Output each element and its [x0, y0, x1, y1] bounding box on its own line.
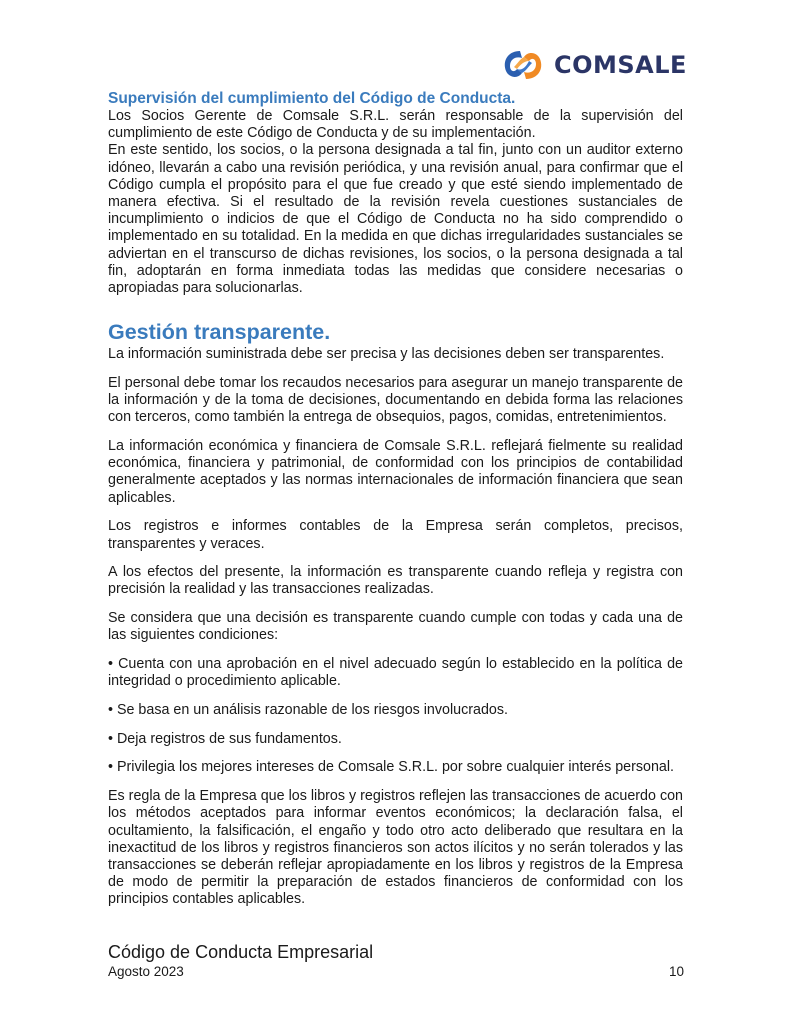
comsale-logo-icon [500, 45, 546, 85]
section-gestion [108, 320, 683, 908]
page-number: 10 [668, 964, 684, 979]
bullet-item: • Se basa en un análisis razonable de los riesgos involucrados. [108, 701, 508, 718]
company-logo [500, 40, 700, 90]
document-body [108, 90, 683, 920]
paragraph: A los efectos del presente, la información es transparente cuando refleja y registra con precisión la realidad y las transacciones realizadas. [108, 564, 683, 598]
footer-title: Código de Conducta Empresarial [108, 942, 374, 962]
bullet-item: • Privilegia los mejores intereses de Comsale S.R.L. por sobre cualquier interés personal. [108, 759, 675, 776]
paragraph: Es regla de la Empresa que los libros y registros reflejen las transacciones de acuerdo con los métodos aceptados para informar eventos económicos; la declaración falsa, el ocultamiento, la falsificación, el engaño y todo otro acto deliberado que resultara en la inexactitud de los libros y registros financieros son actos ilícitos y no serán tolerados y las transacciones se deberán reflejar apropiadamente en los libros y registros de la Empresa de modo de permitir la preparación de estados financieros de conformidad con los principios contables aplicables. [108, 788, 683, 908]
logo-text: COMSALE [554, 51, 687, 79]
section-supervision [108, 90, 683, 297]
footer-date: Agosto 2023 [108, 964, 184, 979]
section-heading: Gestión transparente. [108, 320, 331, 345]
paragraph: El personal debe tomar los recaudos necesarios para asegurar un manejo transparente de la información y de la toma de decisiones, documentando en debida forma las relaciones con terceros, como también la entrega de obsequios, pagos, comidas, entretenimientos. [108, 374, 683, 426]
paragraph: En este sentido, los socios, o la persona designada a tal fin, junto con un auditor externo idóneo, llevarán a cabo una revisión periódica, y una revisión anual, para confirmar que el Código cumpla el propósito para el que fue creado y que esté siendo implementado de manera efectiva. Si el resultado de la revisión revela cuestiones sustanciales de incumplimiento o indicios de que el Código de Conducta no ha sido comprendido o implementado en su totalidad. En la medida en que dichas irregularidades sustanciales se adviertan en el transcurso de dichas revisiones, los socios, o la persona designada a tal fin, adoptarán en forma inmediata todas las medidas que considere necesarias o apropiadas para solucionarlas. [108, 142, 683, 297]
paragraph: Se considera que una decisión es transparente cuando cumple con todas y cada una de las siguientes condiciones: [108, 610, 683, 644]
paragraph: La información económica y financiera de Comsale S.R.L. reflejará fielmente su realidad económica, financiera y patrimonial, de conformidad con los principios de contabilidad generalmente aceptados y las normas internacionales de información financiera que sean aplicables. [108, 438, 683, 506]
bullet-item: • Cuenta con una aprobación en el nivel adecuado según lo establecido en la política de integridad o procedimiento aplicable. [108, 656, 683, 690]
section-heading: Supervisión del cumplimiento del Código de Conducta. [108, 90, 516, 107]
paragraph: Los registros e informes contables de la Empresa serán completos, precisos, transparentes y veraces. [108, 518, 683, 552]
paragraph: La información suministrada debe ser precisa y las decisiones deben ser transparentes. [108, 346, 665, 363]
paragraph: Los Socios Gerente de Comsale S.R.L. serán responsable de la supervisión del cumplimiento de este Código de Conducta y de su implementación. [108, 108, 683, 142]
bullet-item: • Deja registros de sus fundamentos. [108, 730, 342, 747]
